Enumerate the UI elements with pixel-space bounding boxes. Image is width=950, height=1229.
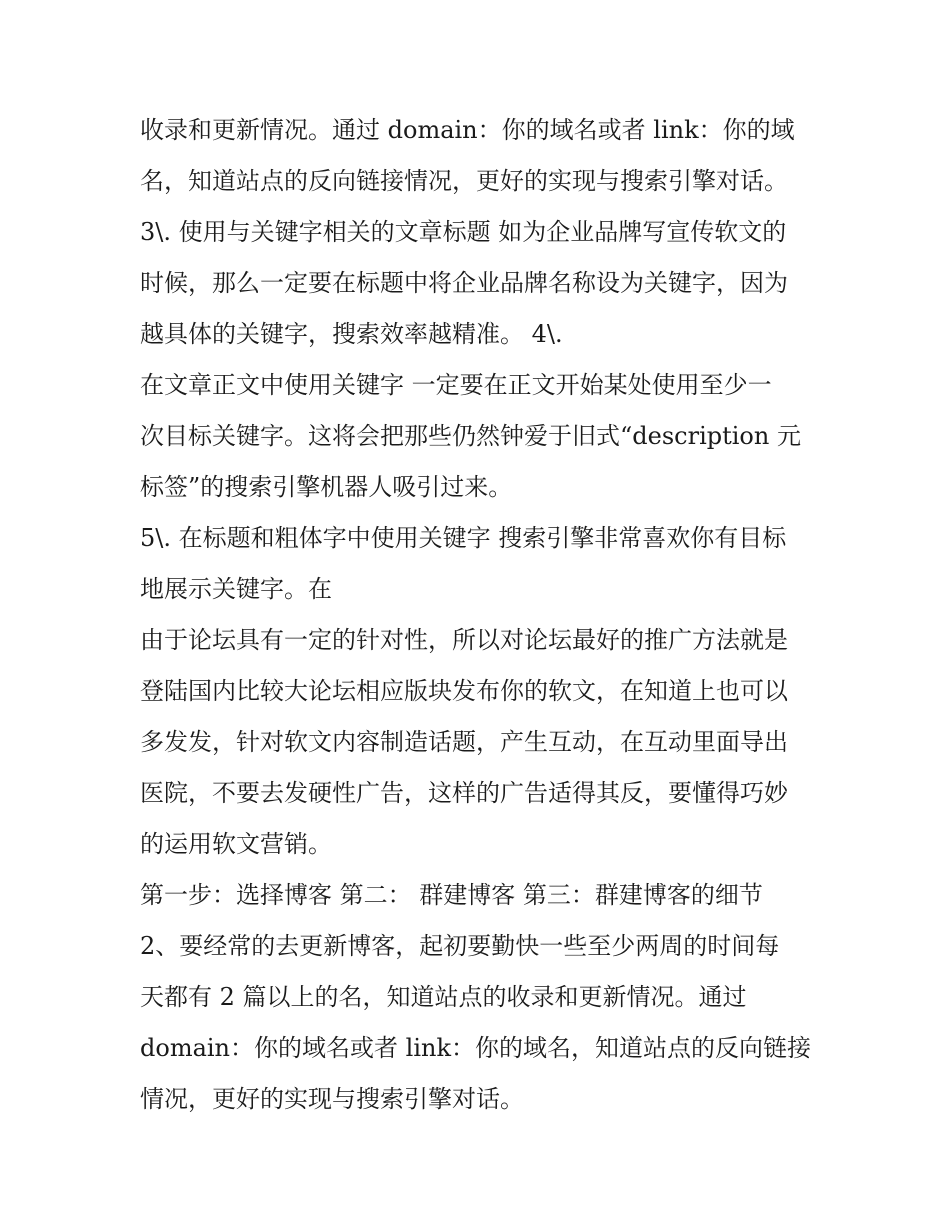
text-line-4: 时候，那么一定要在标题中将企业品牌名称设为关键字，因为 [140,269,788,297]
text-line-6: 在文章正文中使用关键字 一定要在正文开始某处使用至少一 [140,371,772,399]
text-line-8: 标签”的搜索引擎机器人吸引过来。 [140,473,513,501]
text-line-17: 2、要经常的去更新博客，起初要勤快一些至少两周的时间每 [140,932,780,960]
text-line-10: 地展示关键字。在 [140,575,332,603]
text-line-13: 多发发，针对软文内容制造话题，产生互动，在互动里面导出 [140,728,788,756]
text-line-2: 名，知道站点的反向链接情况，更好的实现与搜索引擎对话。 [140,167,788,195]
text-line-16: 第一步：选择博客 第二： 群建博客 第三：群建博客的细节 [140,881,763,909]
text-line-19: domain：你的域名或者 link：你的域名，知道站点的反向链接 [140,1034,811,1062]
text-line-18: 天都有 2 篇以上的名，知道站点的收录和更新情况。通过 [140,983,747,1011]
text-line-11: 由于论坛具有一定的针对性，所以对论坛最好的推广方法就是 [140,626,788,654]
text-line-1: 收录和更新情况。通过 domain：你的域名或者 link：你的域 [140,116,795,144]
text-line-14: 医院，不要去发硬性广告，这样的广告适得其反，要懂得巧妙 [140,779,788,807]
text-line-5: 越具体的关键字，搜索效率越精准。 4\. [140,320,563,348]
text-line-12: 登陆国内比较大论坛相应版块发布你的软文，在知道上也可以 [140,677,788,705]
text-line-15: 的运用软文营销。 [140,830,332,858]
text-line-9: 5\. 在标题和粗体字中使用关键字 搜索引擎非常喜欢你有目标 [140,524,787,552]
document-body [140,105,820,1125]
text-line-3: 3\. 使用与关键字相关的文章标题 如为企业品牌写宣传软文的 [140,218,787,246]
text-line-7: 次目标关键字。这将会把那些仍然钟爱于旧式“description 元 [140,422,801,450]
text-line-20: 情况，更好的实现与搜索引擎对话。 [140,1085,524,1113]
